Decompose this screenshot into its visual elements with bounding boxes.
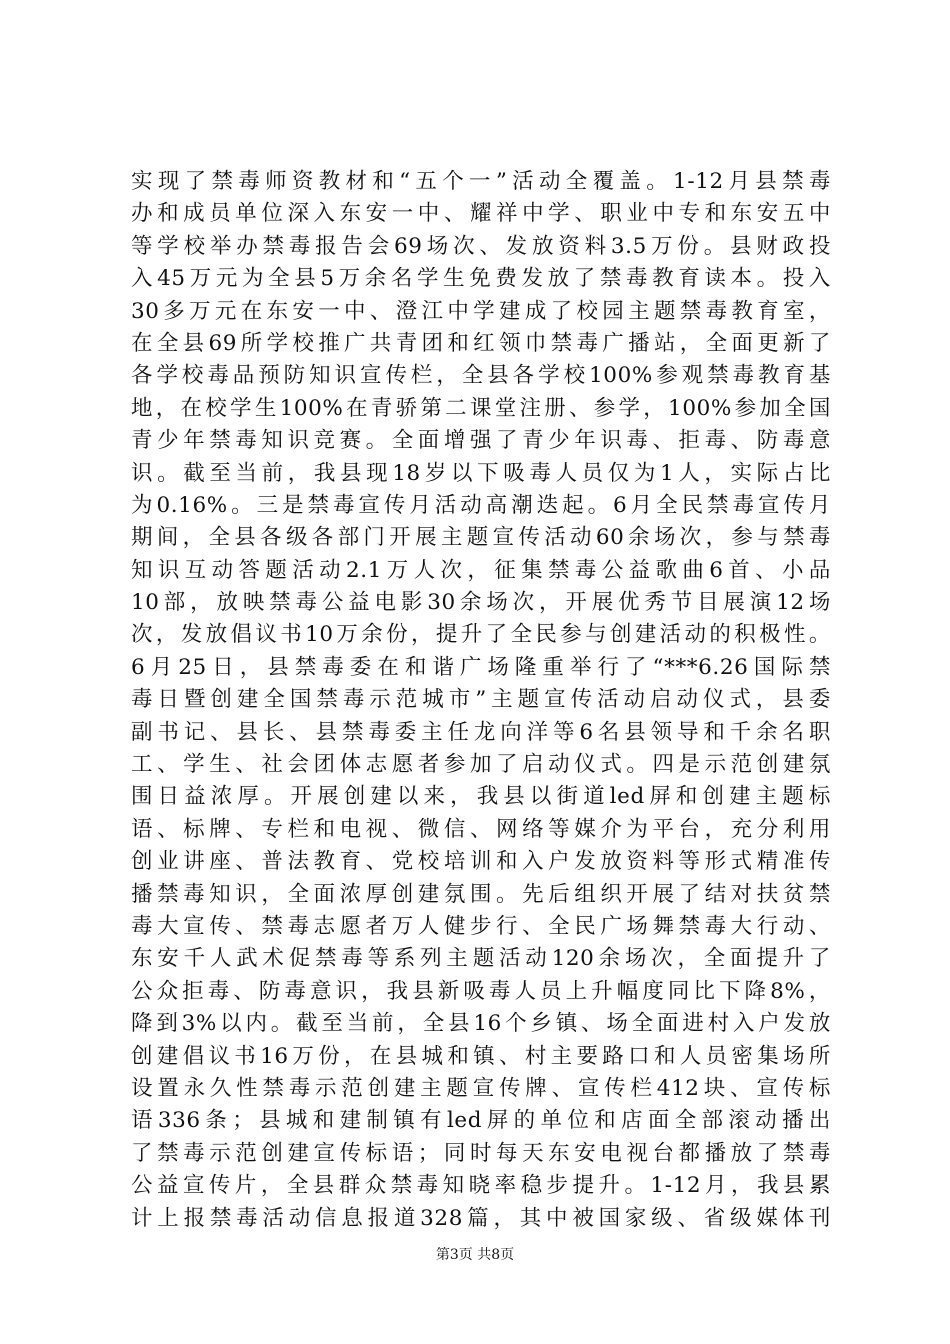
paragraph-line: 知识互动答题活动2.1万人次，征集禁毒公益歌曲6首、小品 <box>131 557 831 583</box>
paragraph-line: 等学校举办禁毒报告会69场次、发放资料3.5万份。县财政投 <box>131 233 831 259</box>
paragraph-line: 设置永久性禁毒示范创建主题宣传牌、宣传栏412块、宣传标 <box>131 1075 831 1101</box>
paragraph-line: 在全县69所学校推广共青团和红领巾禁毒广播站，全面更新了 <box>131 330 831 356</box>
paragraph-line: 语336条；县城和建制镇有led屏的单位和店面全部滚动播出 <box>131 1108 831 1134</box>
paragraph-line: 计上报禁毒活动信息报道328篇，其中被国家级、省级媒体刊 <box>131 1205 831 1231</box>
page-footer: 第3页 共8页 <box>435 1247 515 1263</box>
paragraph-line: 公众拒毒、防毒意识，我县新吸毒人员上升幅度同比下降8%， <box>131 978 831 1004</box>
paragraph-line: 地，在校学生100%在青骄第二课堂注册、参学，100%参加全国 <box>131 395 831 421</box>
body-text <box>131 166 831 1235</box>
paragraph-line: 副书记、县长、县禁毒委主任龙向洋等6名县领导和千余名职 <box>131 719 831 745</box>
paragraph-line: 6月25日，县禁毒委在和谐广场隆重举行了“***6.26国际禁 <box>131 654 831 680</box>
paragraph-line: 期间，全县各级各部门开展主题宣传活动60余场次，参与禁毒 <box>131 525 831 551</box>
paragraph-line: 为0.16%。三是禁毒宣传月活动高潮迭起。6月全民禁毒宣传月 <box>131 492 831 518</box>
paragraph-line: 播禁毒知识，全面浓厚创建氛围。先后组织开展了结对扶贫禁 <box>131 881 831 907</box>
paragraph-line: 毒日暨创建全国禁毒示范城市”主题宣传活动启动仪式，县委 <box>131 687 831 713</box>
paragraph-line: 东安千人武术促禁毒等系列主题活动120余场次，全面提升了 <box>131 946 831 972</box>
paragraph-line: 各学校毒品预防知识宣传栏，全县各学校100%参观禁毒教育基 <box>131 363 831 389</box>
paragraph-line: 识。截至当前，我县现18岁以下吸毒人员仅为1人，实际占比 <box>131 460 831 486</box>
paragraph-line: 办和成员单位深入东安一中、耀祥中学、职业中专和东安五中 <box>131 201 831 227</box>
paragraph-line: 30多万元在东安一中、澄江中学建成了校园主题禁毒教育室， <box>131 298 831 324</box>
paragraph-line: 入45万元为全县5万余名学生免费发放了禁毒教育读本。投入 <box>131 266 831 292</box>
paragraph-line: 语、标牌、专栏和电视、微信、网络等媒介为平台，充分利用 <box>131 816 831 842</box>
paragraph-line: 实现了禁毒师资教材和“五个一”活动全覆盖。1-12月县禁毒 <box>131 169 831 194</box>
paragraph-line: 公益宣传片，全县群众禁毒知晓率稳步提升。1-12月，我县累 <box>131 1173 831 1199</box>
paragraph-line: 围日益浓厚。开展创建以来，我县以街道led屏和创建主题标 <box>131 784 831 810</box>
paragraph-line: 10部，放映禁毒公益电影30余场次，开展优秀节目展演12场 <box>131 590 831 616</box>
paragraph-line: 创建倡议书16万份，在县城和镇、村主要路口和人员密集场所 <box>131 1043 831 1069</box>
paragraph-line: 青少年禁毒知识竞赛。全面增强了青少年识毒、拒毒、防毒意 <box>131 428 831 454</box>
paragraph-line: 了禁毒示范创建宣传标语；同时每天东安电视台都播放了禁毒 <box>131 1140 831 1166</box>
paragraph-line: 工、学生、社会团体志愿者参加了启动仪式。四是示范创建氛 <box>131 752 831 778</box>
paragraph-line: 次，发放倡议书10万余份，提升了全民参与创建活动的积极性。 <box>131 622 831 648</box>
paragraph-line: 毒大宣传、禁毒志愿者万人健步行、全民广场舞禁毒大行动、 <box>131 913 831 939</box>
paragraph-line: 降到3%以内。截至当前，全县16个乡镇、场全面进村入户发放 <box>131 1011 831 1037</box>
paragraph-line: 创业讲座、普法教育、党校培训和入户发放资料等形式精准传 <box>131 849 831 875</box>
